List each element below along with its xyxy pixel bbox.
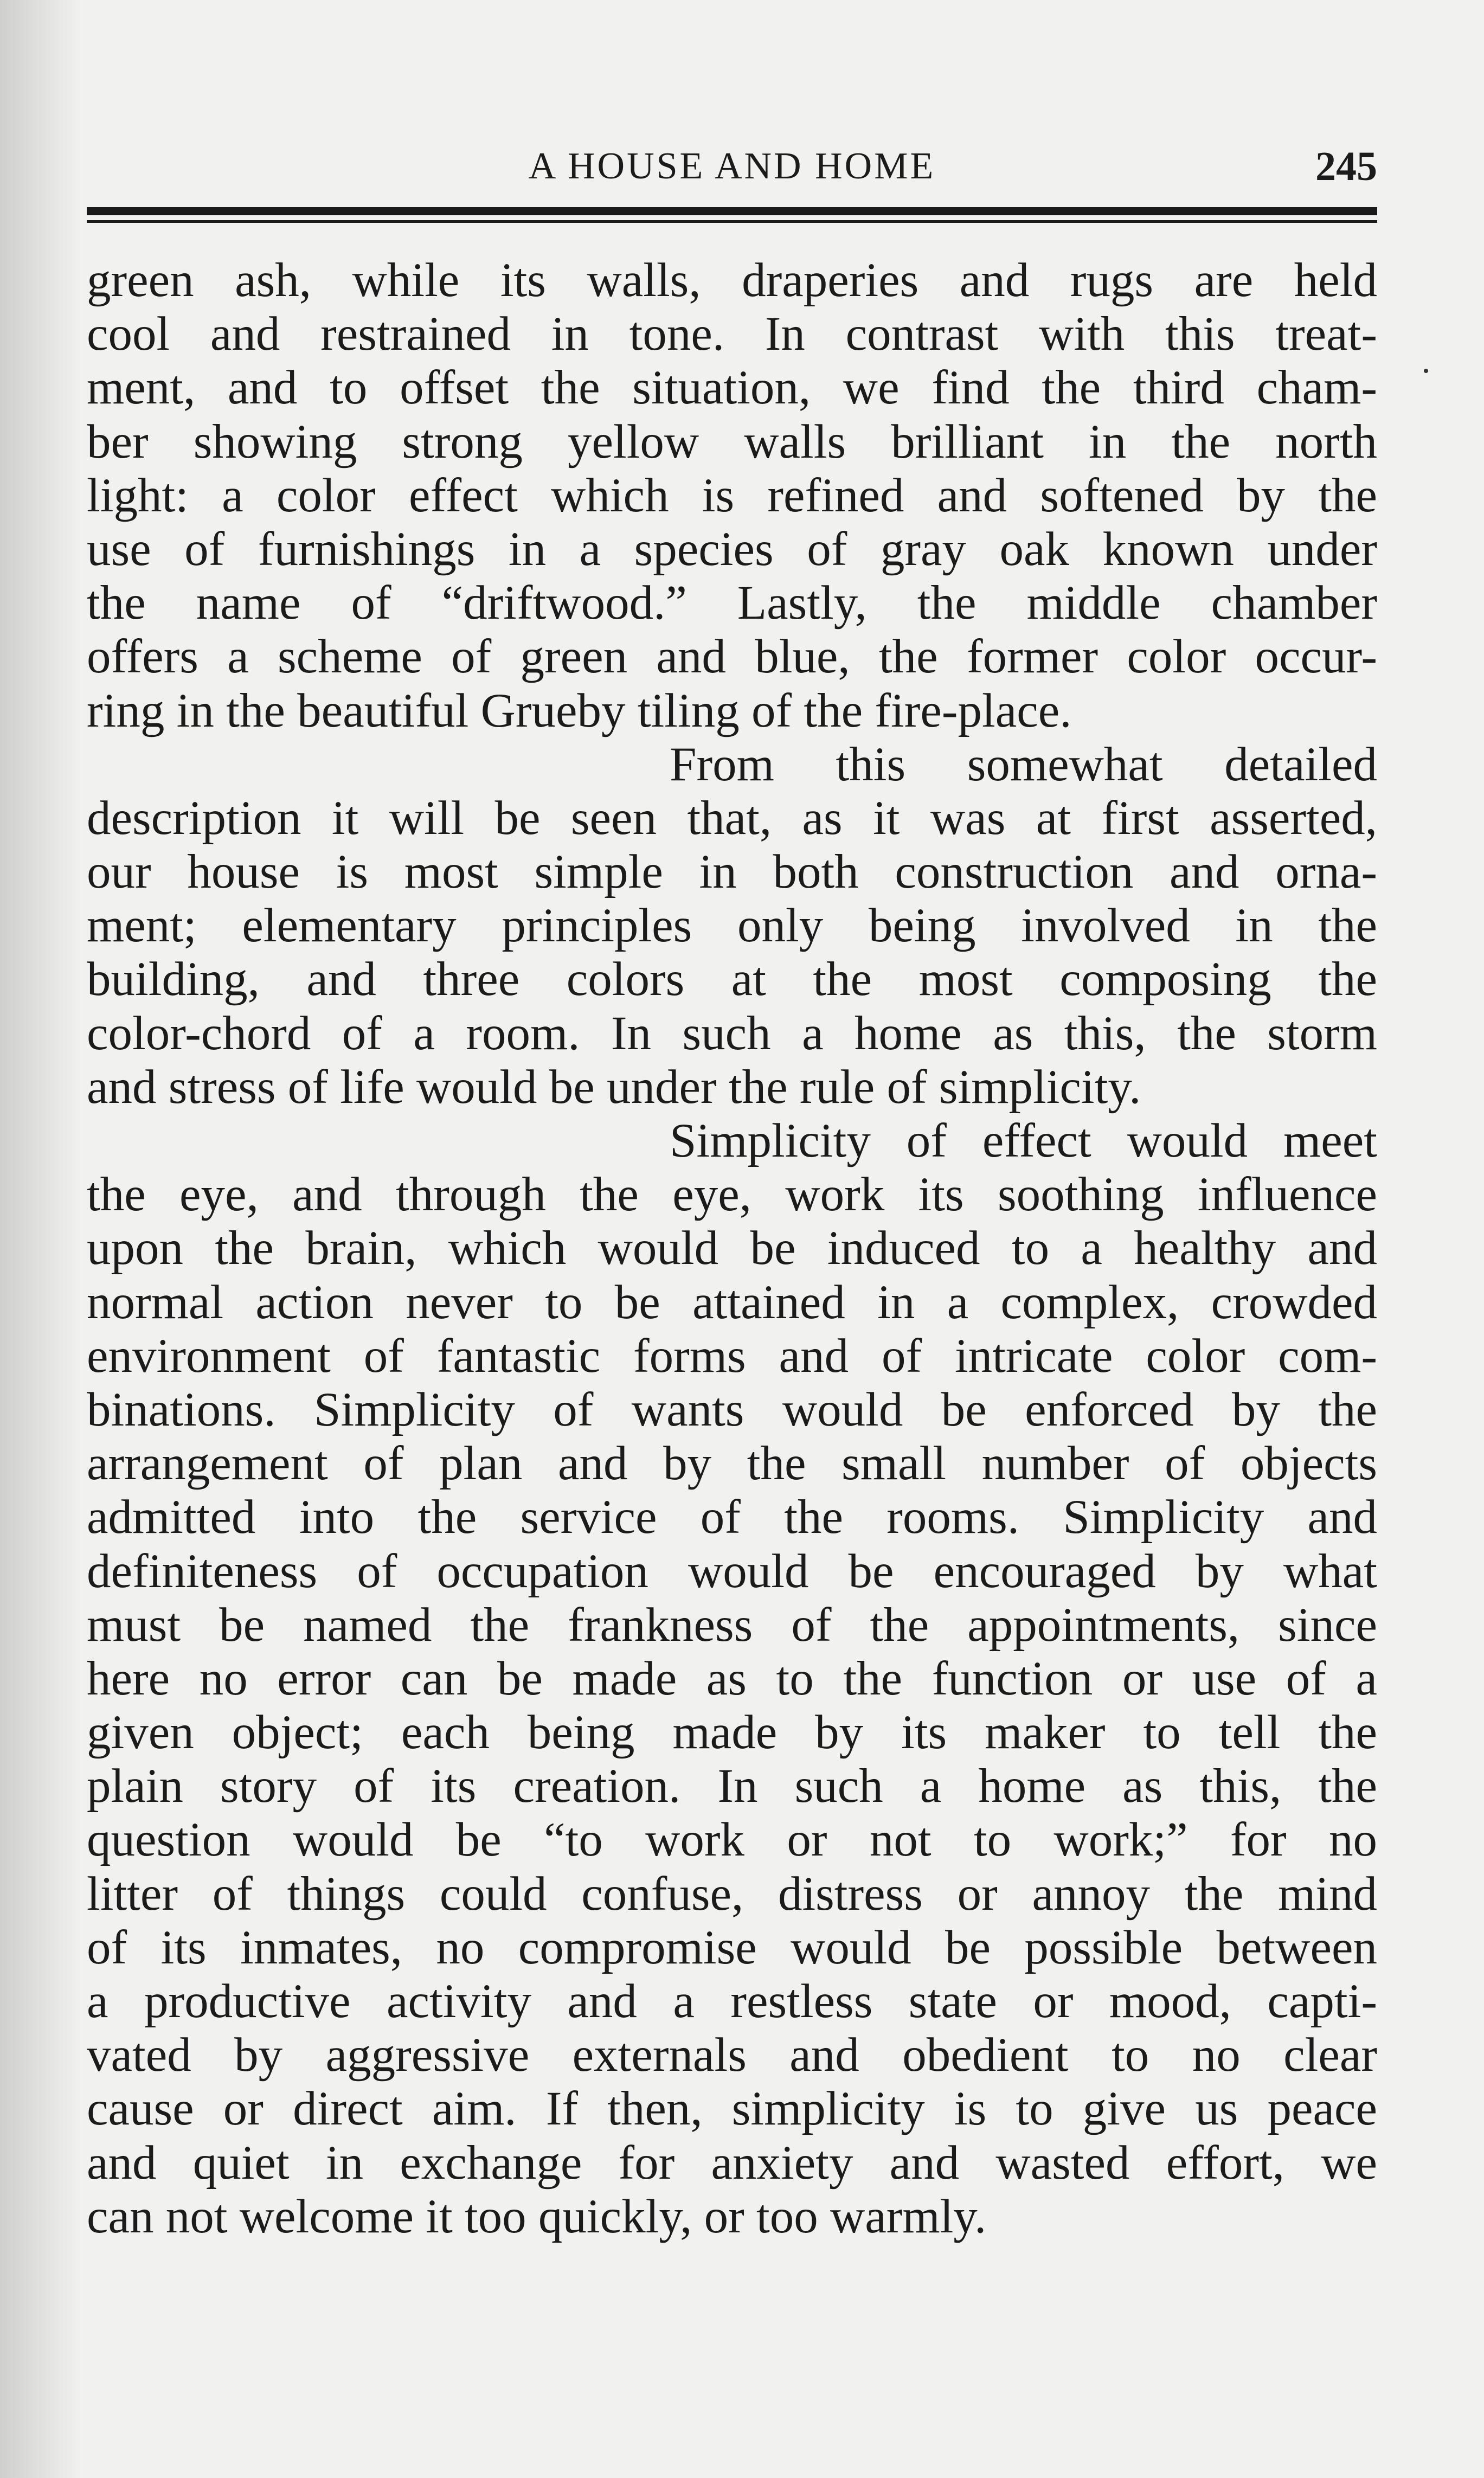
text-line: admitted into the service of the rooms. Simplicity and — [87, 1491, 1377, 1544]
text-line: here no error can be made as to the function or use of a — [87, 1652, 1377, 1705]
body-text — [87, 254, 1377, 2244]
text-line: green ash, while its walls, draperies and rugs are held — [87, 254, 1377, 307]
text-line: definiteness of occupation would be encouraged by what — [87, 1544, 1377, 1598]
text-line: environment of fantastic forms and of intricate color com- — [87, 1329, 1377, 1383]
text-line: litter of things could confuse, distress or annoy the mind — [87, 1867, 1377, 1921]
text-line: and quiet in exchange for anxiety and wasted effort, we — [87, 2136, 1377, 2190]
text-line: building, and three colors at the most composing the — [87, 953, 1377, 1006]
text-line: binations. Simplicity of wants would be enforced by the — [87, 1383, 1377, 1436]
header-rule-thin — [87, 220, 1377, 223]
text-line: arrangement of plan and by the small number of objects — [87, 1437, 1377, 1491]
text-line: and stress of life would be under the rule of simplicity. — [87, 1060, 1141, 1114]
text-line: the eye, and through the eye, work its soothing influence — [87, 1168, 1377, 1222]
text-line: vated by aggressive externals and obedient to no clear — [87, 2028, 1377, 2082]
text-line: the name of “driftwood.” Lastly, the middle chamber — [87, 576, 1377, 630]
text-line: our house is most simple in both construction and orna- — [87, 845, 1377, 899]
text-line: a productive activity and a restless state or mood, capti- — [87, 1975, 1377, 2028]
text-line: plain story of its creation. In such a home as this, the — [87, 1760, 1377, 1813]
running-head — [87, 142, 1377, 191]
text-line: description it will be seen that, as it was at first asserted, — [87, 791, 1377, 845]
text-line: color-chord of a room. In such a home as this, the storm — [87, 1006, 1377, 1060]
running-title: A HOUSE AND HOME — [528, 145, 936, 187]
text-line-paragraph-start: Simplicity of effect would meet — [670, 1114, 1377, 1167]
ink-speck — [1424, 369, 1428, 373]
text-line-paragraph-start: From this somewhat detailed — [670, 737, 1377, 791]
text-line: can not welcome it too quickly, or too warmly. — [87, 2190, 987, 2243]
header-rule-thick — [87, 207, 1377, 215]
text-line: ring in the beautiful Grueby tiling of the fire-place. — [87, 684, 1072, 737]
text-line: must be named the frankness of the appointments, since — [87, 1598, 1377, 1652]
text-line: ber showing strong yellow walls brilliant in the north — [87, 415, 1377, 468]
text-line: ment; elementary principles only being involved in the — [87, 899, 1377, 953]
text-line: of its inmates, no compromise would be possible between — [87, 1921, 1377, 1974]
text-line: use of furnishings in a species of gray oak known under — [87, 522, 1377, 576]
text-line: normal action never to be attained in a complex, crowded — [87, 1275, 1377, 1329]
page-number: 245 — [1315, 144, 1377, 189]
text-line: question would be “to work or not to work;” for no — [87, 1813, 1377, 1867]
text-line: cool and restrained in tone. In contrast with this treat- — [87, 307, 1377, 361]
text-line: offers a scheme of green and blue, the former color occur- — [87, 630, 1377, 684]
text-line: given object; each being made by its maker to tell the — [87, 1706, 1377, 1760]
text-line: light: a color effect which is refined and softened by the — [87, 468, 1377, 522]
text-line: cause or direct aim. If then, simplicity is to give us peace — [87, 2082, 1377, 2136]
text-line: ment, and to offset the situation, we find the third cham- — [87, 361, 1377, 415]
text-line: upon the brain, which would be induced to a healthy and — [87, 1222, 1377, 1275]
